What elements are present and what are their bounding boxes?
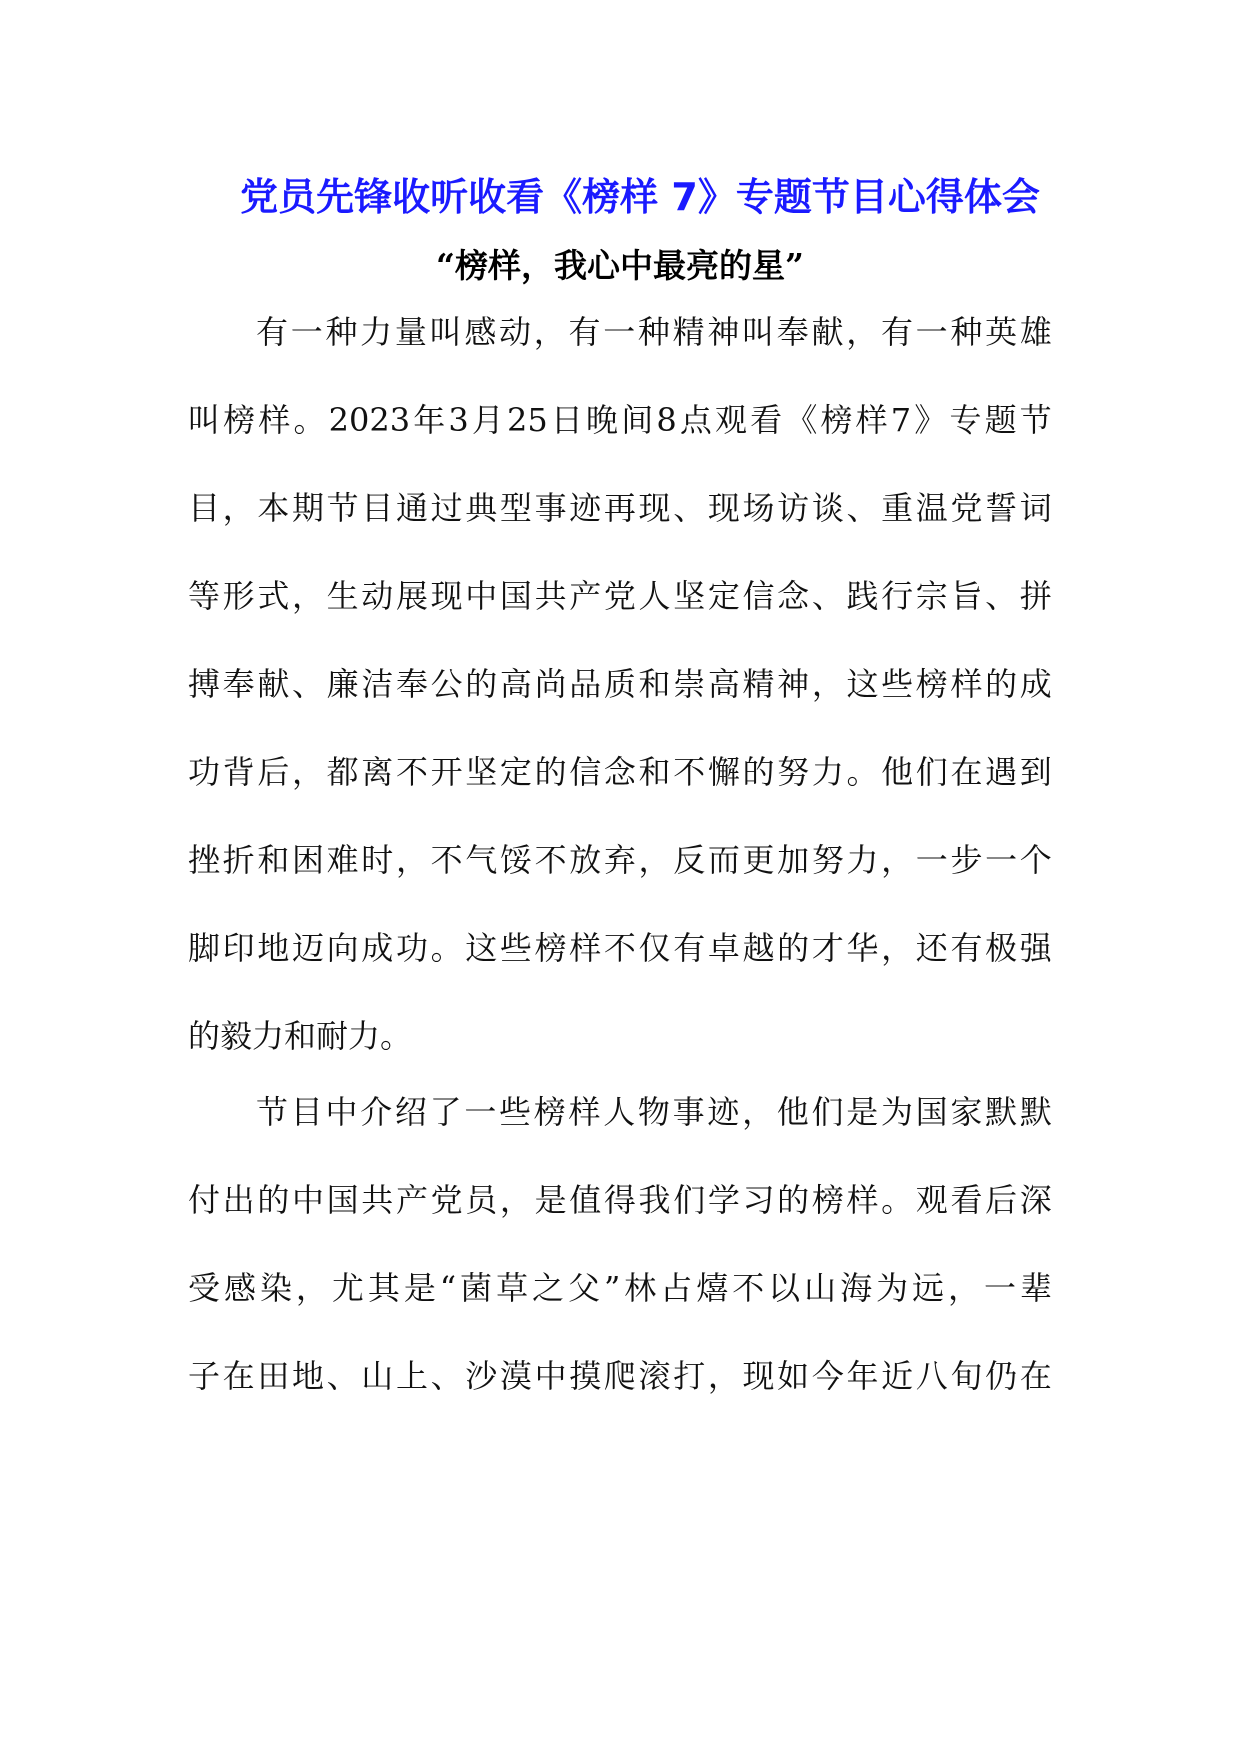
paragraph-line: 受 感 染 ， 尤 其 是 “ 菌 草 之 父 ” 林 占 熺 不 以 山 海 为 远 ， 一 辈 <box>188 1269 1052 1307</box>
paragraph-line: 挫 折 和 困 难 时 ， 不 气 馁 不 放 弃 ， 反 而 更 加 努 力 ， 一 步 一 个 <box>188 841 1052 879</box>
document-title: 党员先锋收听收看《榜样 7》专题节目心得体会 <box>240 175 1040 219</box>
paragraph-line: 脚 印 地 迈 向 成 功 。 这 些 榜 样 不 仅 有 卓 越 的 才 华 ， 还 有 极 强 <box>188 929 1052 967</box>
paragraph-line: 子 在 田 地 、 山 上 、 沙 漠 中 摸 爬 滚 打 ， 现 如 今 年 近 八 旬 仍 在 <box>188 1357 1052 1395</box>
paragraph-line: 付 出 的 中 国 共 产 党 员 ， 是 值 得 我 们 学 习 的 榜 样 。 观 看 后 深 <box>188 1181 1052 1219</box>
paragraph-line: 节 目 中 介 绍 了 一 些 榜 样 人 物 事 迹 ， 他 们 是 为 国 家 默 默 <box>256 1093 1052 1131</box>
paragraph-line: 叫 榜 样 。 2023 年 3 月 25 日 晚 间 8 点 观 看 《 榜 样 7 》 专 题 节 <box>188 401 1052 439</box>
paragraph-line: 等 形 式 ， 生 动 展 现 中 国 共 产 党 人 坚 定 信 念 、 践 行 宗 旨 、 拼 <box>188 577 1052 615</box>
paragraph-line: 有 一 种 力 量 叫 感 动 ， 有 一 种 精 神 叫 奉 献 ， 有 一 种 英 雄 <box>256 313 1052 351</box>
paragraph-line: 目 ， 本 期 节 目 通 过 典 型 事 迹 再 现 、 现 场 访 谈 、 重 温 党 誓 词 <box>188 489 1052 527</box>
paragraph-line: 功 背 后 ， 都 离 不 开 坚 定 的 信 念 和 不 懈 的 努 力 。 他 们 在 遇 到 <box>188 753 1052 791</box>
paragraph-line: 搏 奉 献 、 廉 洁 奉 公 的 高 尚 品 质 和 崇 高 精 神 ， 这 些 榜 样 的 成 <box>188 665 1052 703</box>
document-subtitle: “榜样，我心中最亮的星” <box>436 246 804 285</box>
paragraph-line: 的毅力和耐力。 <box>188 1017 413 1055</box>
